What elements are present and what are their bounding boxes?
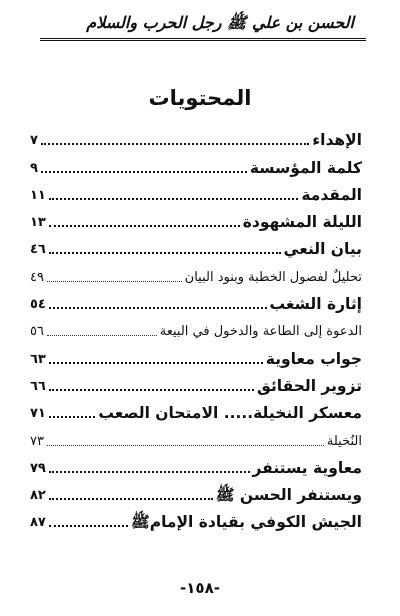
table-of-contents <box>30 123 362 532</box>
toc-dot-leader <box>49 525 128 527</box>
toc-entry-title: المقدمة <box>301 185 362 204</box>
toc-dot-leader <box>49 389 254 391</box>
toc-entry <box>30 150 362 177</box>
toc-dot-leader <box>41 171 247 173</box>
toc-dot-leader <box>49 307 267 309</box>
toc-entry <box>30 123 362 150</box>
toc-entry-page-number: ٧١ <box>30 406 46 422</box>
toc-entry-title: معسكر النخيلة..... الامتحان الصعب <box>98 404 362 423</box>
toc-entry-page-number: ٧٣ <box>30 433 44 449</box>
toc-entry-page-number: ١١ <box>30 187 46 203</box>
toc-entry <box>30 341 362 368</box>
toc-entry-title: بيان النعي <box>283 240 362 259</box>
toc-entry-page-number: ١٣ <box>30 215 46 231</box>
toc-entry-title: ويستنفر الحسن ﷺ <box>215 486 362 505</box>
toc-entry-title: جواب معاوية <box>265 349 362 368</box>
toc-entry-page-number: ٩ <box>30 160 38 176</box>
toc-entry <box>30 396 362 423</box>
toc-dot-leader <box>47 335 157 336</box>
header-divider <box>40 38 366 41</box>
toc-dot-leader <box>49 198 298 200</box>
toc-dot-leader <box>49 252 281 254</box>
toc-entry-page-number: ٦٣ <box>30 351 46 367</box>
toc-entry <box>30 259 362 286</box>
toc-entry <box>30 451 362 478</box>
toc-dot-leader <box>49 225 240 227</box>
toc-entry <box>30 478 362 505</box>
toc-entry-page-number: ٨٢ <box>30 488 46 504</box>
toc-entry-title: الإهداء <box>312 131 362 150</box>
toc-entry <box>30 287 362 314</box>
toc-entry <box>30 369 362 396</box>
toc-dot-leader <box>49 416 95 418</box>
toc-entry <box>30 178 362 205</box>
page-number: -١٥٨- <box>180 579 220 597</box>
toc-dot-leader <box>41 143 309 145</box>
toc-entry-page-number: ٥٦ <box>30 324 44 340</box>
toc-dot-leader <box>47 281 182 282</box>
toc-dot-leader <box>49 498 213 500</box>
toc-dot-leader <box>49 471 250 473</box>
toc-entry-page-number: ٥٤ <box>30 297 46 313</box>
toc-entry-page-number: ٤٩ <box>30 269 44 285</box>
toc-entry-page-number: ٦٦ <box>30 378 46 394</box>
toc-entry-title: الدعوة إلى الطاعة والدخول في البيعة <box>159 324 362 340</box>
toc-entry-title: كلمة المؤسسة <box>249 158 362 177</box>
toc-entry <box>30 423 362 450</box>
toc-entry-title: معاوية يستنفر <box>252 458 362 477</box>
toc-entry-title: إثارة الشغب <box>269 295 362 314</box>
toc-entry <box>30 314 362 341</box>
toc-entry-page-number: ٨٧ <box>30 515 46 531</box>
running-header-title: الحسن بن علي ﷺ رجل الحرب والسلام <box>86 13 354 32</box>
toc-entry <box>30 205 362 232</box>
toc-dot-leader <box>49 362 263 364</box>
toc-entry <box>30 505 362 532</box>
toc-entry-page-number: ٧ <box>30 133 38 149</box>
toc-entry-title: النُخيلة <box>326 433 362 449</box>
toc-entry-page-number: ٧٩ <box>30 460 46 476</box>
toc-entry-title: الليلة المشهودة <box>242 213 362 232</box>
toc-entry <box>30 232 362 259</box>
toc-entry-title: تحليلٌ لفصول الخطبة وبنود البيان <box>184 269 362 285</box>
toc-entry-page-number: ٤٦ <box>30 242 46 258</box>
toc-heading: المحتويات <box>148 86 252 110</box>
toc-entry-title: الجيش الكوفي بقيادة الإمامﷺ <box>130 513 362 532</box>
toc-dot-leader <box>47 445 324 446</box>
toc-entry-title: تزوير الحقائق <box>256 376 362 395</box>
